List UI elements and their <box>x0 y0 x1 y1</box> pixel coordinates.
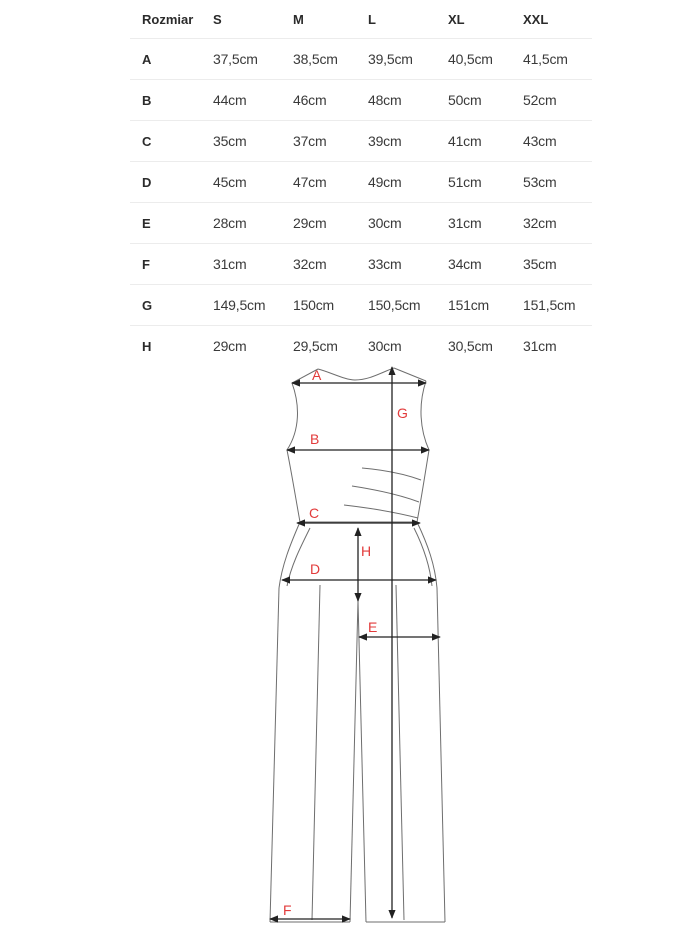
table-cell: 40,5cm <box>448 39 523 80</box>
table-header-row <box>130 0 592 39</box>
leg-right-outer <box>437 588 445 922</box>
table-cell: 31cm <box>448 203 523 244</box>
table-cell: 30cm <box>368 338 402 354</box>
table-cell: 46cm <box>293 80 368 121</box>
measurement-lines <box>270 367 440 919</box>
row-label: A <box>130 39 213 80</box>
pocket-right <box>414 528 432 586</box>
label-c: C <box>309 505 320 521</box>
bodice-right-side <box>417 381 429 522</box>
table-row <box>130 285 592 326</box>
row-label: F <box>130 244 213 285</box>
header-size-xl: XL <box>448 0 523 39</box>
table-cell: 35cm <box>213 121 293 162</box>
table-cell: 29,5cm <box>293 338 338 354</box>
table-cell: 34cm <box>448 244 523 285</box>
pocket-left <box>287 528 310 586</box>
table-cell: 45cm <box>213 162 293 203</box>
table-cell: 35cm <box>523 244 592 285</box>
drape-fold-2 <box>352 486 419 502</box>
table-cell: 37,5cm <box>213 39 293 80</box>
table-cell: 43cm <box>523 121 592 162</box>
table-cell: 29cm <box>213 338 247 354</box>
row-label: B <box>130 80 213 121</box>
label-b: B <box>310 431 320 447</box>
table-cell: 52cm <box>523 80 592 121</box>
table-cell: 28cm <box>213 203 293 244</box>
table-cell: 38,5cm <box>293 39 368 80</box>
table-cell: 41cm <box>448 121 523 162</box>
table-row <box>130 244 592 285</box>
drape-fold-3 <box>344 505 418 518</box>
table-cell: 150cm <box>293 285 368 326</box>
table-cell: 50cm <box>448 80 523 121</box>
table-cell: 149,5cm <box>213 285 293 326</box>
table-row <box>130 121 592 162</box>
leg-right-inner <box>358 600 366 922</box>
header-size-label: Rozmiar <box>130 0 213 39</box>
row-label: E <box>130 203 213 244</box>
header-size-xxl: XXL <box>523 0 592 39</box>
label-f: F <box>283 902 292 918</box>
crease-left <box>312 585 320 920</box>
jumpsuit-measurement-diagram <box>0 355 700 933</box>
neckline <box>318 368 394 380</box>
label-h: H <box>361 543 372 559</box>
table-cell: 33cm <box>368 244 448 285</box>
label-a: A <box>312 367 322 383</box>
table-cell: 30,5cm <box>448 338 493 354</box>
table-row <box>130 203 592 244</box>
table-row <box>130 39 592 80</box>
header-size-l: L <box>368 0 448 39</box>
table-cell: 37cm <box>293 121 368 162</box>
row-label: C <box>130 121 213 162</box>
table-cell: 30cm <box>368 203 448 244</box>
table-cell: 53cm <box>523 162 592 203</box>
header-size-m: M <box>293 0 368 39</box>
row-label: G <box>130 285 213 326</box>
label-g: G <box>397 405 408 421</box>
table-cell: 49cm <box>368 162 448 203</box>
bodice-left-side <box>287 383 300 522</box>
table-cell: 32cm <box>293 244 368 285</box>
crease-right <box>396 585 404 920</box>
garment-outline <box>270 368 445 922</box>
hip-right <box>417 522 437 588</box>
label-e: E <box>368 619 378 635</box>
table-cell: 44cm <box>213 80 293 121</box>
table-row <box>130 80 592 121</box>
row-label: H <box>142 338 152 354</box>
leg-left-inner <box>350 600 358 922</box>
leg-left-outer <box>270 588 279 922</box>
table-cell: 51cm <box>448 162 523 203</box>
table-cell: 48cm <box>368 80 448 121</box>
label-d: D <box>310 561 321 577</box>
table-row <box>130 162 592 203</box>
table-cell: 47cm <box>293 162 368 203</box>
table-cell: 150,5cm <box>368 285 448 326</box>
table-cell: 151cm <box>448 285 523 326</box>
table-cell: 41,5cm <box>523 39 592 80</box>
table-cell: 32cm <box>523 203 592 244</box>
table-cell: 29cm <box>293 203 368 244</box>
table-cell: 39,5cm <box>368 39 448 80</box>
table-cell: 31cm <box>523 338 557 354</box>
row-label: D <box>130 162 213 203</box>
header-size-s: S <box>213 0 293 39</box>
table-cell: 31cm <box>213 244 293 285</box>
table-cell: 39cm <box>368 121 448 162</box>
shoulder-right <box>394 368 426 381</box>
size-chart-table <box>130 0 592 366</box>
table-cell: 151,5cm <box>523 285 592 326</box>
